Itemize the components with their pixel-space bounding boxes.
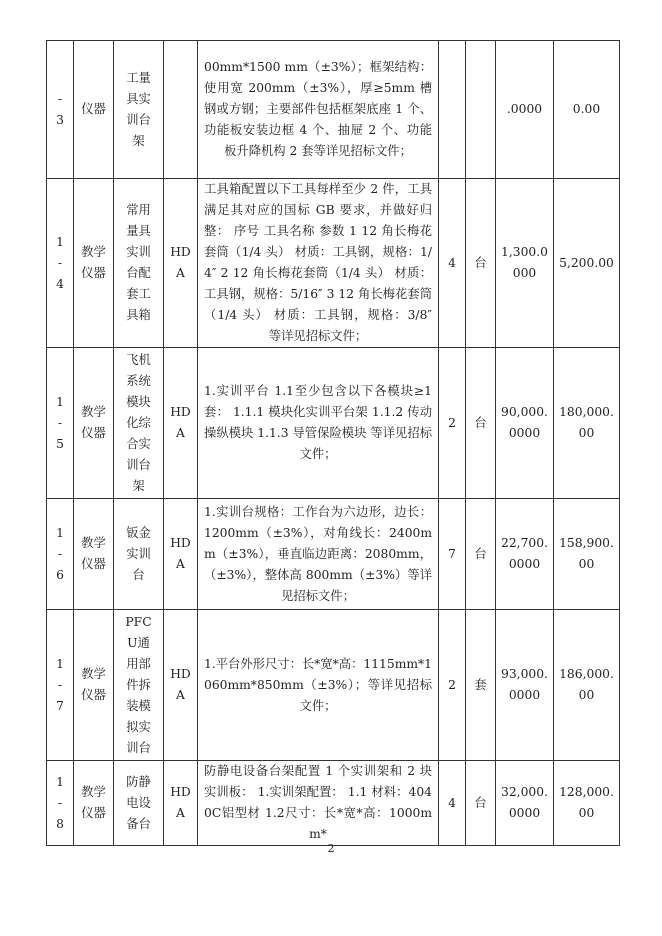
item-unit: 台 bbox=[466, 761, 496, 846]
item-spec: 1.实训台规格：工作台为六边形，边长：1200mm（±3%），对角线长：2400mm（±3%），垂直临边距离：2080mm，（±3%），整体高 800mm（±3%）等详见招标文件； bbox=[198, 499, 439, 610]
item-quantity bbox=[439, 41, 466, 179]
item-unit-price: 22,700.0000 bbox=[496, 499, 554, 610]
item-index: 1 - 5 bbox=[47, 348, 74, 499]
item-total: 186,000.00 bbox=[554, 610, 620, 761]
item-name: 工量具实训台架 bbox=[114, 41, 164, 179]
table-row bbox=[47, 179, 620, 348]
procurement-table bbox=[46, 40, 620, 846]
item-unit-price: 93,000.0000 bbox=[496, 610, 554, 761]
item-index: 1 - 6 bbox=[47, 499, 74, 610]
item-category: 教学仪器 bbox=[74, 348, 114, 499]
item-index: 1 - 7 bbox=[47, 610, 74, 761]
page-number: 2 bbox=[327, 842, 335, 855]
item-name: 飞机系统模块化综合实训台架 bbox=[114, 348, 164, 499]
item-quantity: 7 bbox=[439, 499, 466, 610]
item-quantity: 2 bbox=[439, 610, 466, 761]
item-category: 仪器 bbox=[74, 41, 114, 179]
item-index: 1 - 4 bbox=[47, 179, 74, 348]
item-name: 钣金实训台 bbox=[114, 499, 164, 610]
item-unit: 台 bbox=[466, 348, 496, 499]
item-unit-price: 90,000.0000 bbox=[496, 348, 554, 499]
item-brand: HDA bbox=[164, 610, 198, 761]
item-unit: 套 bbox=[466, 610, 496, 761]
item-quantity: 2 bbox=[439, 348, 466, 499]
item-name: 防静电设备台 bbox=[114, 761, 164, 846]
item-category: 教学仪器 bbox=[74, 610, 114, 761]
item-category: 教学仪器 bbox=[74, 499, 114, 610]
item-unit: 台 bbox=[466, 179, 496, 348]
table-row bbox=[47, 41, 620, 179]
item-brand: HDA bbox=[164, 179, 198, 348]
item-spec: 1.实训平台 1.1至少包含以下各模块≥1 套： 1.1.1 模块化实训平台架 1.1.2 传动操纵模块 1.1.3 导管保险模块 等详见招标文件； bbox=[198, 348, 439, 499]
item-quantity: 4 bbox=[439, 179, 466, 348]
item-total: 0.00 bbox=[554, 41, 620, 179]
item-spec: 00mm*1500 mm（±3%）；框架结构：使用宽 200mm（±3%），厚≥5mm 槽钢或方钢；主要部件包括框架底座 1 个、功能板安装边框 4 个、抽屉 2 个、功能板升降机构 2 套等详见招标文件； bbox=[198, 41, 439, 179]
item-unit bbox=[466, 41, 496, 179]
table-row bbox=[47, 610, 620, 761]
item-unit-price: .0000 bbox=[496, 41, 554, 179]
item-spec: 1.平台外形尺寸：长*宽*高：1115mm*1060mm*850mm（±3%）；等详见招标文件； bbox=[198, 610, 439, 761]
item-index: - 3 bbox=[47, 41, 74, 179]
item-brand: HDA bbox=[164, 499, 198, 610]
item-unit: 台 bbox=[466, 499, 496, 610]
item-total: 180,000.00 bbox=[554, 348, 620, 499]
item-brand: HDA bbox=[164, 761, 198, 846]
item-spec: 防静电设备台架配置 1 个实训架和 2 块实训板： 1.实训架配置： 1.1 材料：4040C铝型材 1.2尺寸：长*宽*高：1000mm* bbox=[198, 761, 439, 846]
item-brand: HDA bbox=[164, 348, 198, 499]
item-category: 教学仪器 bbox=[74, 761, 114, 846]
item-unit-price: 32,000.0000 bbox=[496, 761, 554, 846]
item-name: 常用量具实训台配套工具箱 bbox=[114, 179, 164, 348]
item-name: PFCU通用部件拆装模拟实训台 bbox=[114, 610, 164, 761]
item-brand bbox=[164, 41, 198, 179]
item-total: 128,000.00 bbox=[554, 761, 620, 846]
item-index: 1 - 8 bbox=[47, 761, 74, 846]
item-unit-price: 1,300.0000 bbox=[496, 179, 554, 348]
item-spec: 工具箱配置以下工具每样至少 2 件，工具满足其对应的国标 GB 要求，并做好归整： 序号 工具名称 参数 1 12 角长梅花套筒（1/4 头） 材质：工具钢，规格：1/4″ 2 12 角长梅花套筒（1/4 头） 材质：工具钢，规格：5/16″ 3 12 角长梅花套筒（1/4 头） 材质：工具钢，规格：3/8″ 等详见招标文件； bbox=[198, 179, 439, 348]
item-quantity: 4 bbox=[439, 761, 466, 846]
item-category: 教学仪器 bbox=[74, 179, 114, 348]
table-row bbox=[47, 499, 620, 610]
item-total: 158,900.00 bbox=[554, 499, 620, 610]
table-row bbox=[47, 348, 620, 499]
table-row bbox=[47, 761, 620, 846]
item-total: 5,200.00 bbox=[554, 179, 620, 348]
